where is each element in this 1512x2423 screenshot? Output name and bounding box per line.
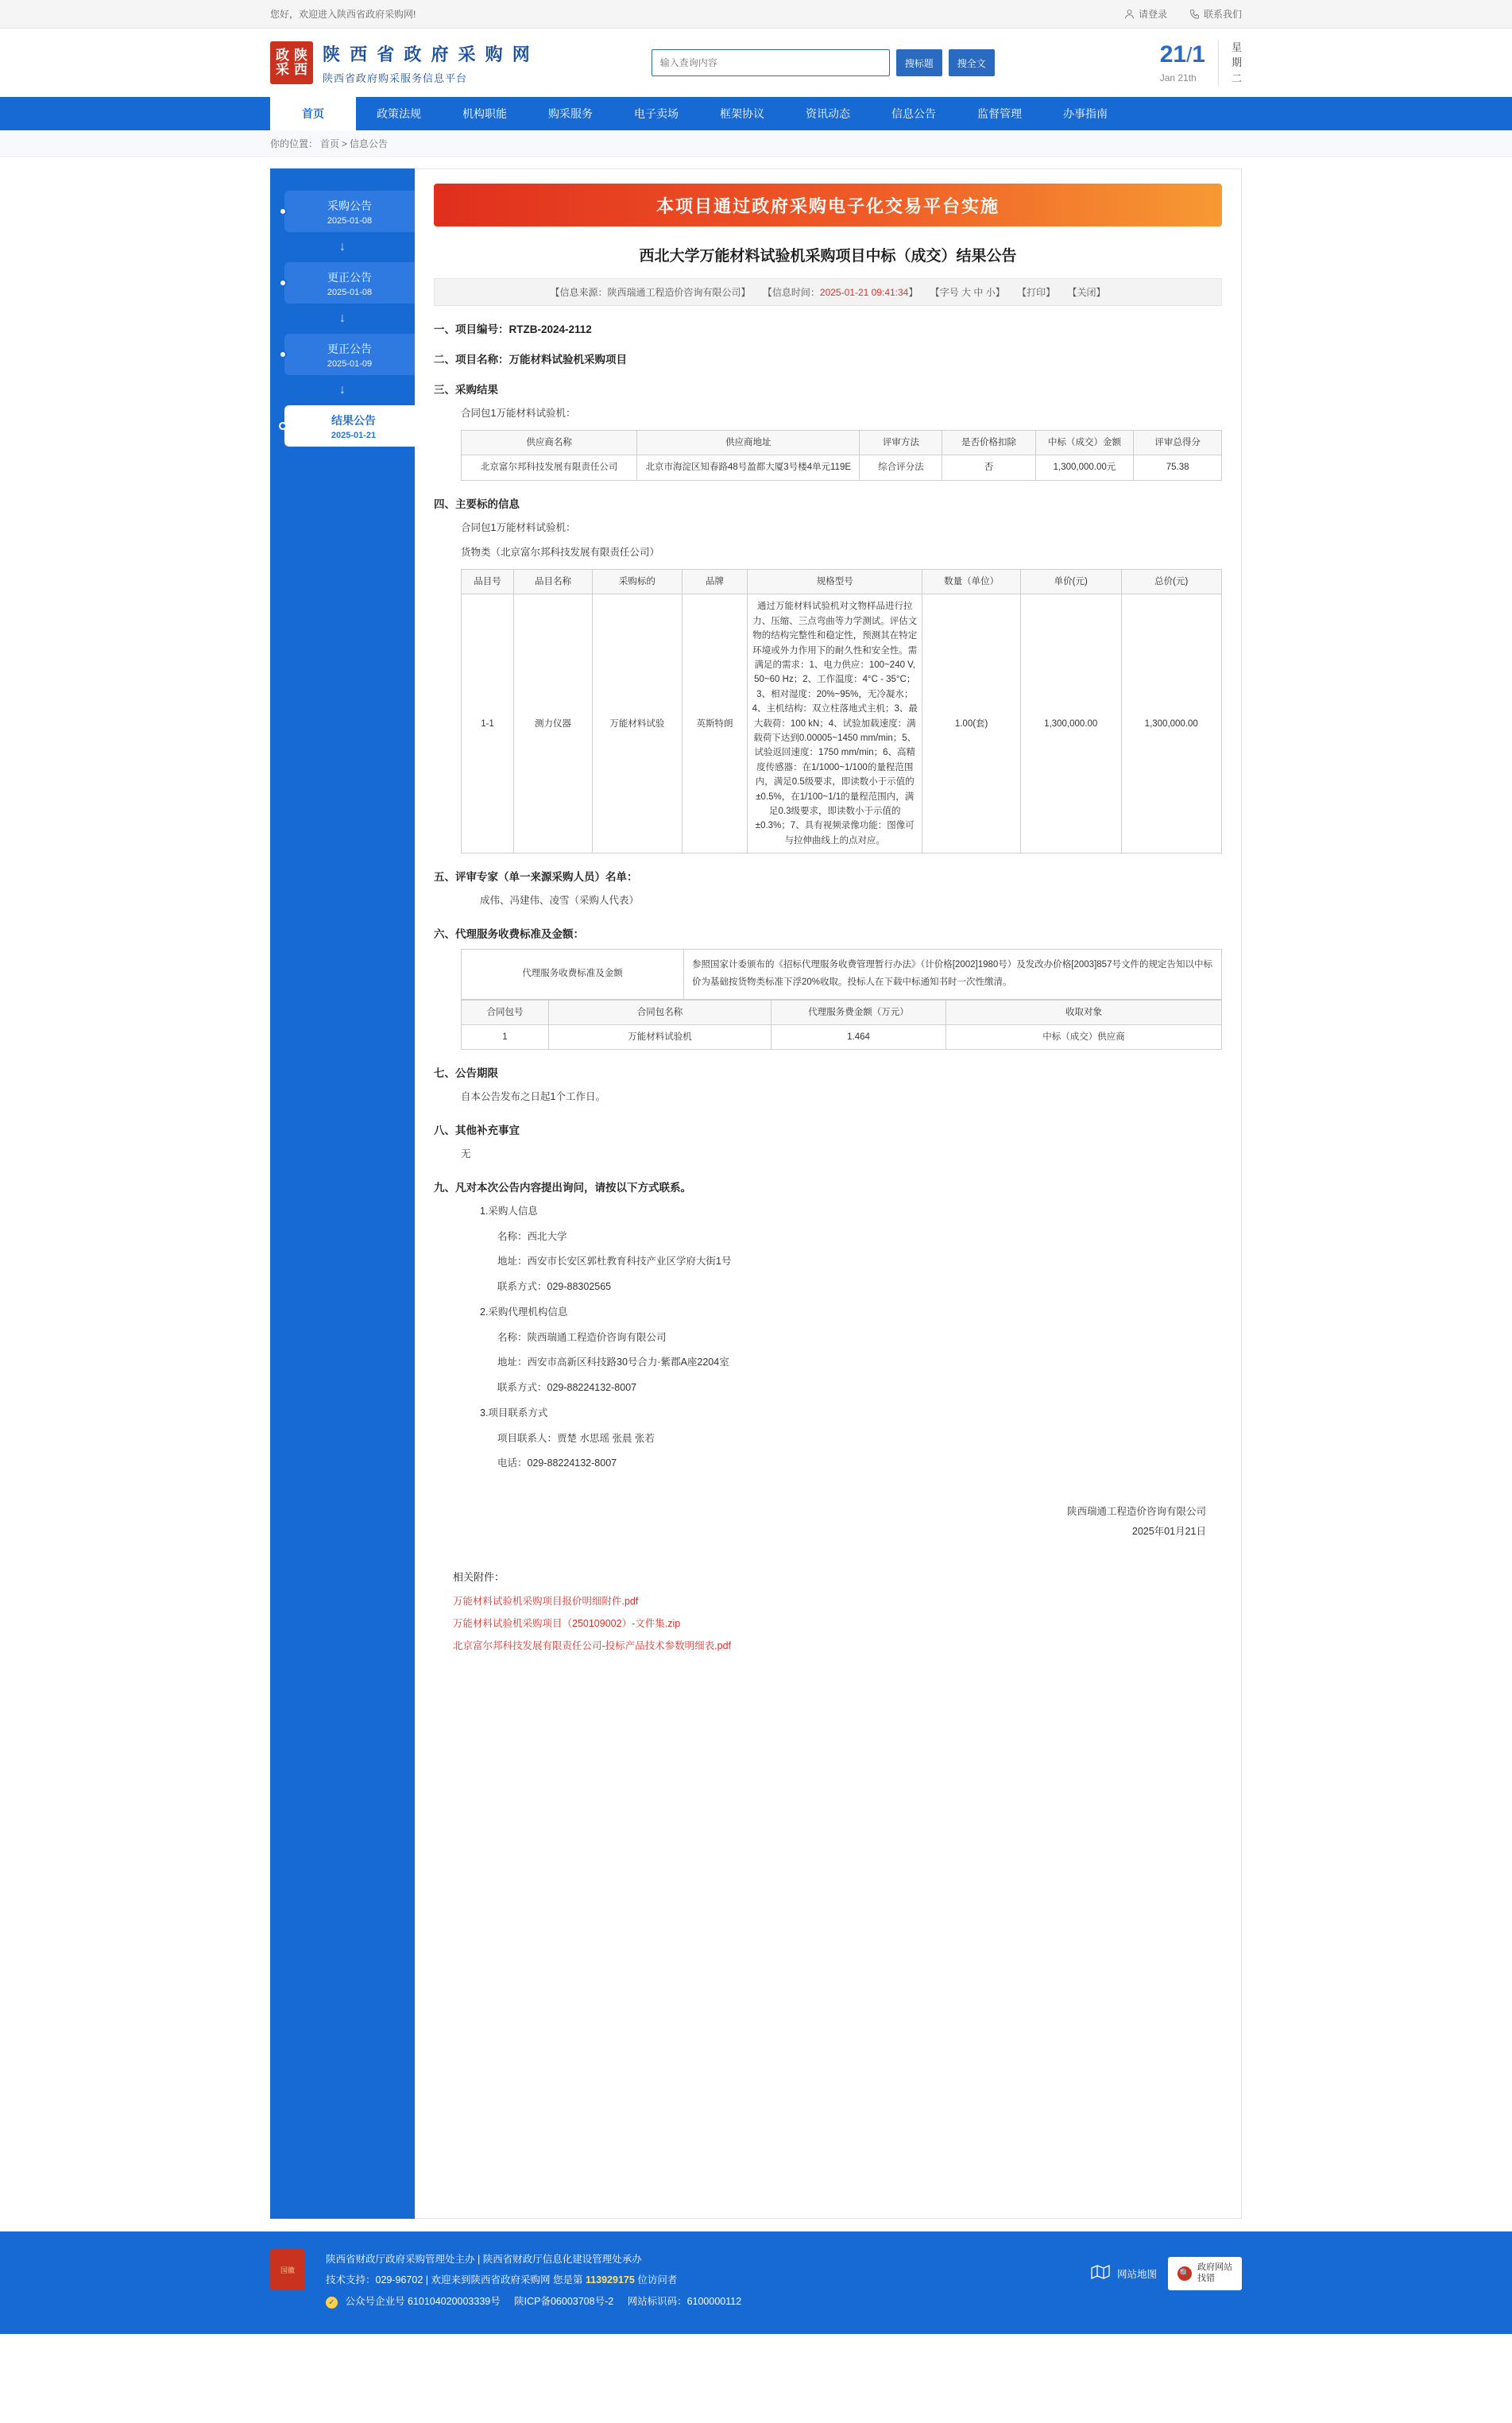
td-supplier-address: 北京市海淀区知春路48号盈都大厦3号楼4单元119E — [637, 455, 860, 480]
site-logo[interactable] — [270, 41, 532, 85]
breadcrumb-sep: > — [342, 137, 348, 149]
td-supplier-name: 北京富尔邦科技发展有限责任公司 — [462, 455, 637, 480]
main-nav — [0, 97, 1512, 130]
timeline-item-purchase-notice[interactable] — [284, 191, 415, 232]
th-unit-price: 单价(元) — [1021, 570, 1122, 594]
td-package-name: 万能材料试验机 — [549, 1024, 771, 1049]
nav-item-functions[interactable]: 机构职能 — [462, 107, 507, 120]
site-header — [0, 29, 1512, 97]
table-row — [462, 594, 1222, 853]
timeline-dot-icon — [279, 350, 287, 358]
section-notice-period: 七、公告期限 — [434, 1067, 498, 1080]
nav-item-supervision[interactable]: 监督管理 — [977, 107, 1022, 120]
breadcrumb-prefix: 你的位置： — [270, 138, 319, 149]
section-purchase-result: 三、采购结果 — [434, 384, 498, 396]
table-header-row — [462, 570, 1222, 594]
timeline-item-title: 结果公告 — [331, 413, 376, 427]
timeline-dot-icon — [279, 279, 287, 287]
td-price-deduction: 否 — [942, 455, 1035, 480]
breadcrumb-item-home[interactable]: 首页 — [320, 138, 340, 149]
timeline-item-title: 更正公告 — [327, 342, 372, 355]
attachment-link-2[interactable]: 万能材料试验机采购项目（250109002）-文件集.zip — [453, 1618, 681, 1630]
td-fee-payer: 中标（成交）供应商 — [946, 1024, 1222, 1049]
result-package-label: 合同包1万能材料试验机： — [461, 408, 576, 419]
th-total-price: 总价(元) — [1121, 570, 1222, 594]
site-name: 陕 西 省 政 府 采 购 网 — [323, 44, 532, 64]
contact-project-tel: 电话：029-88224132-8007 — [497, 1457, 617, 1469]
th-supplier-address: 供应商地址 — [637, 430, 860, 455]
nav-item-framework[interactable]: 框架协议 — [720, 107, 764, 120]
meta-fontsize-控件[interactable]: 【字号 大 中 小】 — [930, 287, 1005, 298]
table-row — [462, 1024, 1222, 1049]
date-day: 21 — [1159, 41, 1187, 68]
nav-item-announcements[interactable]: 信息公告 — [891, 107, 936, 120]
section-review-experts: 五、评审专家（单一来源采购人员）名单： — [434, 871, 638, 884]
date-widget — [1160, 40, 1242, 87]
contact-link[interactable] — [1189, 7, 1242, 21]
body-wrapper — [0, 157, 1512, 2219]
contact-purchaser-tel: 联系方式：029-88302565 — [497, 1281, 612, 1293]
gov-badge-line-1: 政府网站 — [1197, 2262, 1232, 2272]
contact-project-heading: 3.项目联系方式 — [480, 1407, 548, 1419]
gov-badge-line-2: 找错 — [1197, 2273, 1215, 2283]
attachment-link-1[interactable]: 万能材料试验机采购项目报价明细附件.pdf — [453, 1596, 639, 1608]
td-total-score: 75.38 — [1134, 455, 1222, 480]
contact-purchaser-address: 地址：西安市长安区郭杜教育科技产业区学府大街1号 — [497, 1256, 732, 1268]
timeline-arrow-icon-1: ↓ — [339, 240, 346, 254]
footer-icp: 陕ICP备06003708号-2 — [514, 2295, 614, 2307]
timeline-item-date: 2025-01-09 — [327, 358, 373, 369]
logo-char-3: 采 — [276, 62, 289, 77]
agency-fee-standard-table — [461, 949, 1222, 1000]
footer-line-2 — [326, 2270, 1069, 2290]
contact-label: 联系我们 — [1203, 9, 1242, 20]
th-price-deduction: 是否价格扣除 — [942, 430, 1035, 455]
th-package-name: 合同包名称 — [549, 1000, 771, 1024]
section-project-number: 一、项目编号：RTZB-2024-2112 — [434, 323, 592, 335]
meta-time-end: 】 — [908, 287, 918, 298]
timeline-item-title: 采购公告 — [327, 199, 372, 212]
nav-item-guide[interactable]: 办事指南 — [1063, 107, 1108, 120]
result-table — [461, 430, 1222, 481]
contact-agency-name: 名称：陕西瑞通工程造价咨询有限公司 — [497, 1331, 667, 1343]
meta-print-button[interactable]: 【打印】 — [1017, 287, 1056, 298]
search-area — [652, 49, 995, 76]
goods-package-label: 合同包1万能材料试验机： — [461, 521, 576, 533]
section-agency-fee: 六、代理服务收费标准及金额： — [434, 927, 584, 940]
weekday-char-2: 期 — [1231, 56, 1242, 69]
signature-date: 2025年01月21日 — [1131, 1526, 1206, 1538]
sitemap-link[interactable] — [1090, 2263, 1157, 2283]
search-title-button[interactable]: 搜标题 — [896, 49, 942, 76]
th-fee-amount: 代理服务费金额（万元） — [771, 1000, 946, 1024]
search-fulltext-button[interactable]: 搜全文 — [949, 49, 995, 76]
national-emblem-icon: 国徽 — [270, 2249, 305, 2290]
timeline-item-correction-1[interactable] — [284, 262, 415, 304]
timeline-dot-icon — [279, 207, 287, 215]
attachment-link-3[interactable]: 北京富尔邦科技发展有限责任公司-投标产品技术参数明细表.pdf — [453, 1640, 732, 1652]
td-award-amount: 1,300,000.00元 — [1035, 455, 1134, 480]
timeline-arrow-icon-2: ↓ — [339, 312, 346, 325]
sitemap-label: 网站地图 — [1116, 2268, 1157, 2280]
td-item-no: 1-1 — [462, 594, 514, 853]
shield-icon: ✓ — [326, 2297, 338, 2309]
timeline-item-result[interactable] — [284, 405, 423, 447]
notice-period-text: 自本公告发布之日起1个工作日。 — [461, 1091, 605, 1103]
table-header-row — [462, 1000, 1222, 1024]
th-quantity: 数量（单位） — [922, 570, 1021, 594]
goods-category-label: 货物类（北京富尔邦科技发展有限责任公司） — [461, 547, 660, 559]
td-spec: 通过万能材料试验机对文物样品进行拉力、压缩、三点弯曲等力学测试。评估文物的结构完整性和稳定性，预测其在特定环境或外力作用下的耐久性和安全性。需满足的需求：1、电力供应：100~240 V, 50~60 Hz；2、工作温度：4°C - 35°C；3、相对湿度：20%~95%，无冷凝水；4、主机结构：双立柱落地式主机；3、最大载荷：100 kN；4、试验加载速度：满载荷下达到0.00005~1450 mm/min；5、试验返回速度：1750 mm/min；6、高精度传感器：在1/1000~1/100的量程范围内，满足0.5级要求，即读数小于示值的±0.5%，在1/100~1/1的量程范围内，满足0.3级要求，即读数小于示值的±0.3%；7、具有视频录像功能：图像可与拉伸曲线上的点对应。 — [748, 594, 922, 853]
td-quantity: 1.00(套) — [922, 594, 1021, 853]
footer-line-2a: 技术支持：029-96702 | 欢迎来到陕西省政府采购网 您是第 — [326, 2274, 583, 2286]
document-meta-bar — [434, 278, 1222, 306]
nav-item-news[interactable]: 资讯动态 — [806, 107, 850, 120]
td-review-method: 综合评分法 — [860, 455, 942, 480]
contact-purchaser-heading: 1.采购人信息 — [480, 1205, 538, 1217]
fee-standard-label: 代理服务收费标准及金额 — [462, 949, 684, 999]
platform-banner: 本项目通过政府采购电子化交易平台实施 — [434, 184, 1222, 226]
footer-site-code: 网站标识码：6100000112 — [627, 2295, 742, 2307]
table-row — [462, 455, 1222, 480]
footer-line-1: 陕西省财政厅政府采购管理处主办 | 陕西省财政厅信息化建设管理处承办 — [326, 2254, 642, 2265]
breadcrumb-item-announcements[interactable]: 信息公告 — [350, 138, 389, 149]
td-fee-amount: 1.464 — [771, 1024, 946, 1049]
document-content — [415, 168, 1242, 2219]
timeline-item-correction-2[interactable] — [284, 334, 415, 375]
agency-fee-table — [461, 1000, 1222, 1051]
login-label: 请登录 — [1138, 9, 1167, 20]
th-spec: 规格型号 — [748, 570, 922, 594]
nav-item-home[interactable]: 首页 — [270, 97, 356, 130]
timeline-dot-icon — [279, 422, 287, 430]
timeline-item-date: 2025-01-21 — [331, 430, 377, 440]
meta-time: 2025-01-21 09:41:34 — [819, 287, 909, 298]
sitemap-icon — [1090, 2263, 1111, 2283]
signature-company: 陕西瑞通工程造价咨询有限公司 — [1066, 1506, 1206, 1518]
breadcrumb — [0, 130, 1512, 157]
table-header-row — [462, 430, 1222, 455]
timeline-arrow-icon-3: ↓ — [339, 383, 346, 397]
goods-table — [461, 569, 1222, 853]
weekday-char-1: 星 — [1231, 41, 1242, 53]
footer-line-3 — [326, 2291, 1069, 2312]
section-contact: 九、凡对本次公告内容提出询问，请按以下方式联系。 — [434, 1181, 691, 1194]
meta-source: 【信息来源：陕西瑞通工程造价咨询有限公司】 — [550, 287, 751, 298]
td-package-no: 1 — [462, 1024, 549, 1049]
td-unit-price: 1,300,000.00 — [1021, 594, 1122, 853]
nav-item-emarket[interactable]: 电子卖场 — [634, 107, 679, 120]
th-award-amount: 中标（成交）金额 — [1035, 430, 1134, 455]
logo-char-1: 政 — [276, 48, 289, 64]
logo-char-4: 西 — [294, 62, 307, 77]
meta-time-label: 【信息时间： — [762, 287, 820, 298]
table-row — [462, 949, 1222, 999]
nav-item-policy[interactable]: 政策法规 — [377, 107, 421, 120]
search-input[interactable] — [652, 49, 890, 76]
th-total-score: 评审总得分 — [1134, 430, 1222, 455]
other-matters-text: 无 — [461, 1148, 471, 1160]
section-project-name: 二、项目名称：万能材料试验机采购项目 — [434, 354, 627, 366]
contact-agency-address: 地址：西安市高新区科技路30号合力·紫郡A座2204室 — [497, 1357, 729, 1368]
th-item-name: 品目名称 — [514, 570, 593, 594]
meta-close-button[interactable]: 【关闭】 — [1067, 287, 1106, 298]
contact-agency-heading: 2.采购代理机构信息 — [480, 1306, 568, 1318]
contact-agency-tel: 联系方式：029-88224132-8007 — [497, 1382, 637, 1394]
site-footer — [0, 2231, 1512, 2334]
footer-line-2b: 位访问者 — [637, 2274, 678, 2286]
th-item-no: 品目号 — [462, 570, 514, 594]
contact-purchaser-name: 名称：西北大学 — [497, 1230, 567, 1242]
section-main-target-info: 四、主要标的信息 — [434, 497, 520, 510]
td-item-name: 测力仪器 — [514, 594, 593, 853]
attachments-title: 相关附件： — [453, 1571, 505, 1584]
fee-standard-text: 参照国家计委颁布的《招标代理服务收费管理暂行办法》（计价格[2002]1980号）及发改办价格[2003]857号文件的规定告知以中标价为基础按货物类标准下浮20%收取。投标人在下载中标通知书时一次性缴清。 — [684, 949, 1222, 999]
user-icon — [1124, 9, 1135, 19]
contact-project-person: 项目联系人：贾楚 水思瑶 张晨 张若 — [497, 1432, 655, 1444]
td-brand: 英斯特朗 — [682, 594, 748, 853]
timeline-item-title: 更正公告 — [327, 270, 372, 284]
td-total-price: 1,300,000.00 — [1121, 594, 1222, 853]
login-link[interactable] — [1124, 7, 1167, 21]
th-fee-payer: 收取对象 — [946, 1000, 1222, 1024]
section-other-matters: 八、其他补充事宜 — [434, 1124, 520, 1137]
timeline-item-date: 2025-01-08 — [327, 287, 373, 297]
date-number: 21/1 — [1159, 41, 1205, 68]
announcement-timeline — [270, 168, 415, 2219]
th-package-no: 合同包号 — [462, 1000, 549, 1024]
gov-website-error-badge[interactable] — [1168, 2257, 1242, 2290]
td-item-target: 万能材料试验 — [593, 594, 683, 853]
footer-public-security: 公众号企业号 610104020003339号 — [345, 2295, 501, 2307]
top-bar — [0, 0, 1512, 29]
visitor-count: 113929175 — [585, 2274, 635, 2286]
th-item-target: 采购标的 — [593, 570, 683, 594]
weekday-char-3: 二 — [1231, 72, 1242, 84]
review-experts-list: 成伟、冯建伟、凌雪（采购人代表） — [480, 895, 640, 907]
logo-char-2: 陕 — [294, 48, 307, 64]
gov-badge-text — [1197, 2262, 1232, 2285]
phone-icon — [1189, 9, 1200, 19]
logo-mark — [270, 41, 313, 84]
date-month: 1 — [1192, 41, 1205, 68]
weekday-label — [1218, 40, 1242, 87]
site-subname: 陕西省政府购采服务信息平台 — [323, 72, 468, 84]
date-english: Jan 21th — [1159, 72, 1197, 83]
nav-item-services[interactable]: 购采服务 — [548, 107, 593, 120]
signature-block — [434, 1502, 1222, 1542]
magnifier-icon: 🔍 — [1178, 2266, 1192, 2281]
page-title: 西北大学万能材料试验机采购项目中标（成交）结果公告 — [639, 248, 1017, 265]
th-supplier-name: 供应商名称 — [462, 430, 637, 455]
th-review-method: 评审方法 — [860, 430, 942, 455]
welcome-text: 您好，欢迎进入陕西省政府采购网! — [270, 9, 416, 20]
timeline-item-date: 2025-01-08 — [327, 215, 373, 226]
th-brand: 品牌 — [682, 570, 748, 594]
